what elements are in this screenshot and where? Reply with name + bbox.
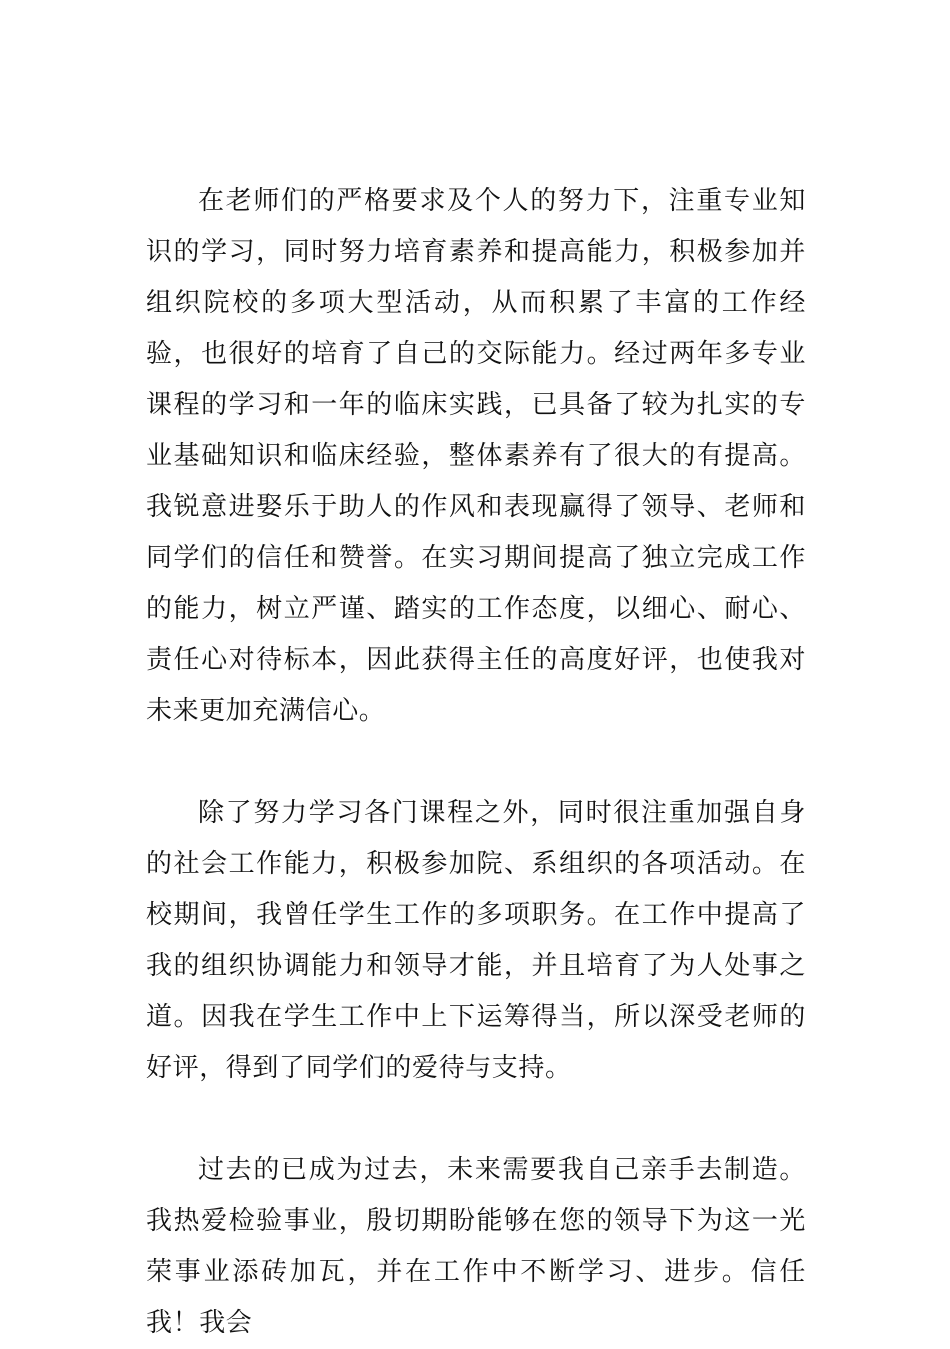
paragraph-1: 在老师们的严格要求及个人的努力下，注重专业知识的学习，同时努力培育素养和提高能力，积极参加并组织院校的多项大型活动，从而积累了丰富的工作经验，也很好的培育了自己的交际能力。经过两年多专业课程的学习和一年的临床实践，已具备了较为扎实的专业基础知识和临床经验，整体素养有了很大的有提高。我锐意进娶乐于助人的作风和表现赢得了领导、老师和同学们的信任和赞誉。在实习期间提高了独立完成工作的能力，树立严谨、踏实的工作态度，以细心、耐心、责任心对待标本，因此获得主任的高度好评，也使我对未来更加充满信心。 [146,186,806,726]
paragraph-2: 除了努力学习各门课程之外，同时很注重加强自身的社会工作能力，积极参加院、系组织的各项活动。在校期间，我曾任学生工作的多项职务。在工作中提高了我的组织协调能力和领导才能，并且培育了为人处事之道。因我在学生工作中上下运筹得当，所以深受老师的好评，得到了同学们的爱待与支持。 [146,798,806,1083]
document-body [146,176,806,1349]
paragraph-3: 过去的已成为过去，未来需要我自己亲手去制造。我热爱检验事业，殷切期盼能够在您的领导下为这一光荣事业添砖加瓦，并在工作中不断学习、进步。信任我！我会 [146,1155,806,1338]
